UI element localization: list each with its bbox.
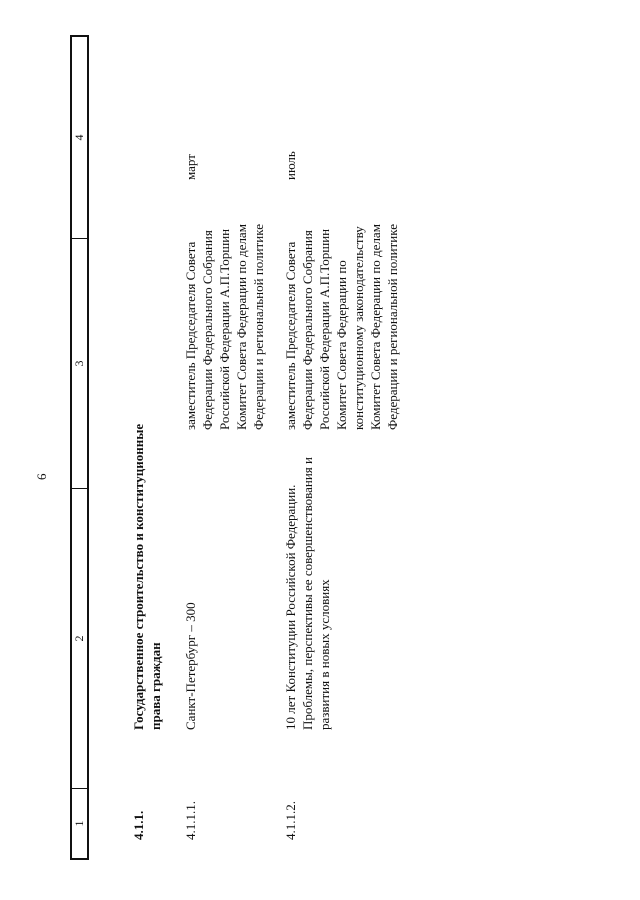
row-number: 4.1.1.1. bbox=[183, 801, 198, 840]
column-number-header bbox=[70, 35, 89, 860]
table-row bbox=[282, 40, 412, 840]
section-number: 4.1.1. bbox=[131, 810, 146, 840]
responsible-persons: заместитель Председателя Совета Федерации Федерального Собрания Российской Федерации А.П.Торшин Комитет Совета Федерации по делам Федерации и региональной политике bbox=[183, 224, 266, 430]
event-name: Санкт-Петербург – 300 bbox=[183, 602, 198, 730]
row-number: 4.1.1.2. bbox=[283, 801, 298, 840]
column-header-4: 4 bbox=[72, 134, 86, 141]
section-title: Государственное строительство и конституционные права граждан bbox=[131, 423, 163, 730]
column-header-1: 1 bbox=[72, 788, 87, 858]
event-month: март bbox=[183, 154, 198, 180]
responsible-persons: заместитель Председателя Совета Федерации Федерального Собрания Российской Федерации А.П.Торшин Комитет Совета Федерации по конституционному законодательству Комитет Совета Федерации по делам Федерации и региональной политике bbox=[283, 224, 400, 430]
page-number: 6 bbox=[34, 473, 49, 480]
section-row bbox=[130, 40, 170, 840]
column-header-3: 3 bbox=[72, 238, 87, 488]
table-row bbox=[182, 40, 272, 840]
event-month: июль bbox=[283, 151, 298, 180]
column-header-2: 2 bbox=[72, 488, 87, 788]
event-name: 10 лет Конституции Российской Федерации. Проблемы, перспективы ее совершенствования и развития в новых условиях bbox=[283, 457, 332, 730]
